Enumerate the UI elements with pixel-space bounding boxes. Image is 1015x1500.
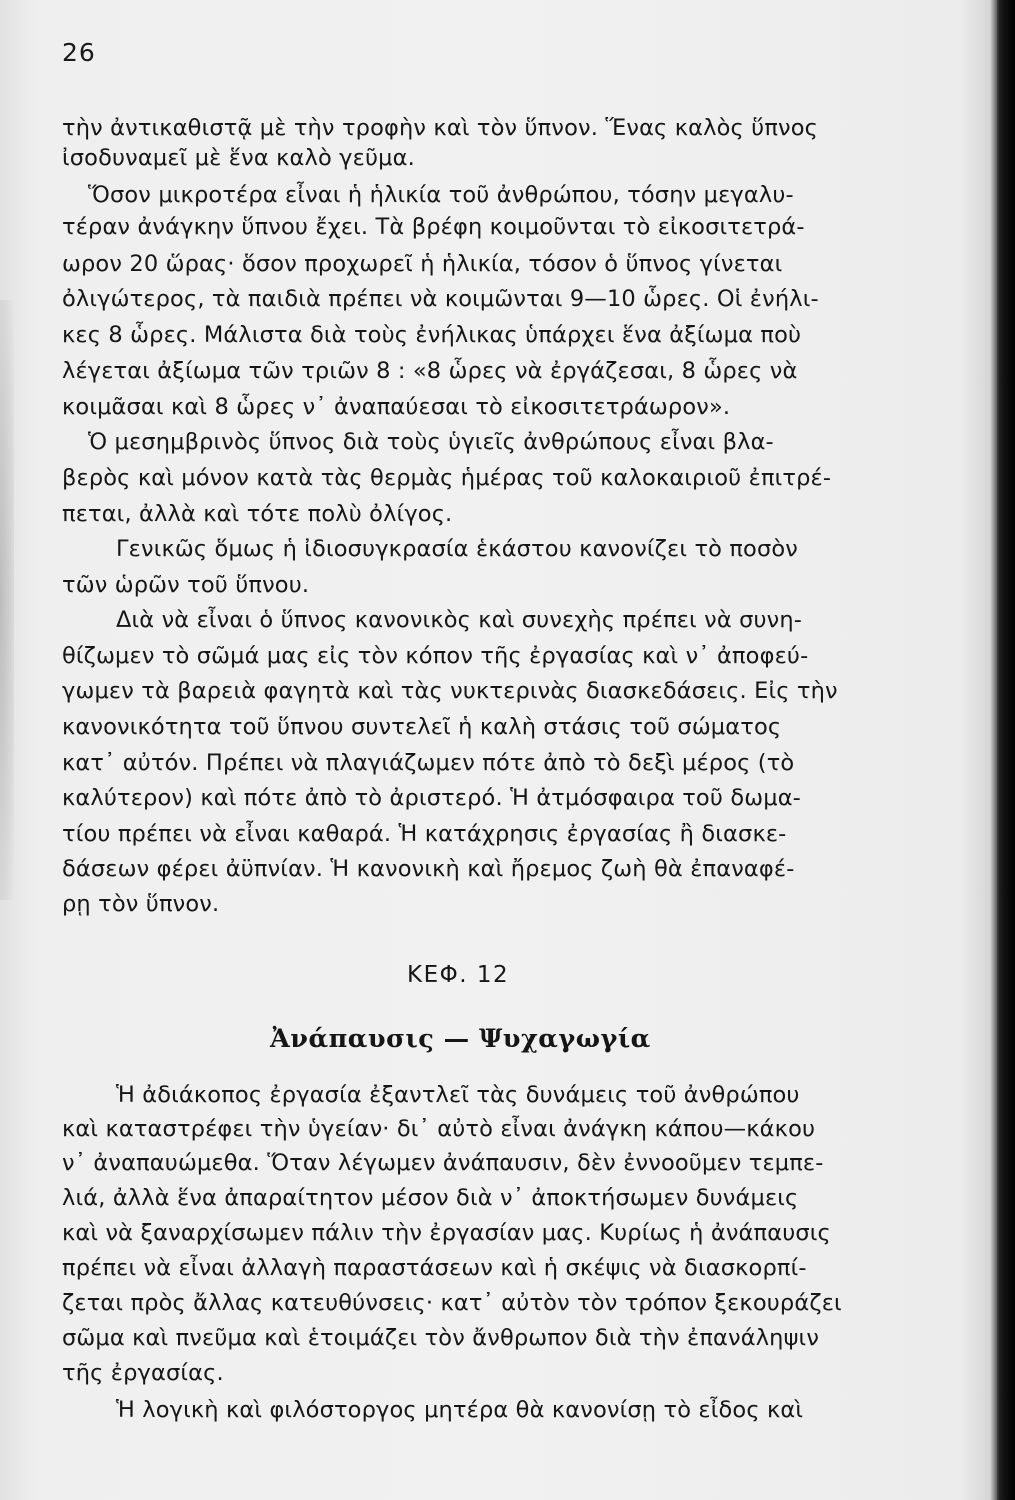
chapter-title: Ἀνάπαυσις — Ψυχαγωγία	[270, 1024, 651, 1054]
text-line: λέγεται ἀξίωμα τῶν τριῶν 8 : «8 ὧρες νὰ ἐργάζεσαι, 8 ὧρες νὰ	[62, 358, 798, 384]
text-line: ἰσοδυναμεῖ μὲ ἕνα καλὸ γεῦμα.	[62, 145, 415, 171]
book-spine-shadow	[997, 0, 1015, 1500]
text-line: δάσεων φέρει ἀϋπνίαν. Ἡ κανονικὴ καὶ ἤρεμος ζωὴ θὰ ἐπαναφέ-	[62, 856, 795, 882]
text-line: Ἡ ἀδιάκοπος ἐργασία ἐξαντλεῖ τὰς δυνάμεις τοῦ ἀνθρώπου	[116, 1082, 800, 1108]
text-line: τῶν ὡρῶν τοῦ ὕπνου.	[62, 572, 310, 598]
text-line: θίζωμεν τὸ σῶμά μας εἰς τὸν κόπον τῆς ἐργασίας καὶ ν᾽ ἀποφεύ-	[62, 643, 809, 669]
page-left-shadow	[0, 300, 14, 900]
text-line: κανονικότητα τοῦ ὕπνου συντελεῖ ἡ καλὴ στάσις τοῦ σώματος	[62, 714, 782, 740]
text-line: ρῃ τὸν ὕπνον.	[62, 891, 220, 917]
text-line: καλύτερον) καὶ πότε ἀπὸ τὸ ἀριστερό. Ἡ ἀτμόσφαιρα τοῦ δωμα-	[62, 785, 801, 811]
text-line: σῶμα καὶ πνεῦμα καὶ ἑτοιμάζει τὸν ἄνθρωπον διὰ τὴν ἐπανάληψιν	[62, 1325, 820, 1351]
text-line: Ὁ μεσημβρινὸς ὕπνος διὰ τοὺς ὑγιεῖς ἀνθρώπους εἶναι βλα-	[88, 429, 774, 455]
text-line: Διὰ νὰ εἶναι ὁ ὕπνος κανονικὸς καὶ συνεχὴς πρέπει νὰ συνη-	[116, 607, 803, 633]
text-line: κατ᾽ αὐτόν. Πρέπει νὰ πλαγιάζωμεν πότε ἀπὸ τὸ δεξὶ μέρος (τὸ	[62, 750, 795, 776]
text-line: ζεται πρὸς ἄλλας κατευθύνσεις· κατ᾽ αὐτὸν τὸν τρόπον ξεκουράζει	[62, 1290, 842, 1316]
text-line: βερὸς καὶ μόνον κατὰ τὰς θερμὰς ἡμέρας τοῦ καλοκαιριοῦ ἐπιτρέ-	[62, 465, 832, 491]
text-line: καὶ καταστρέφει τὴν ὑγείαν· δι᾽ αὐτὸ εἶναι ἀνάγκη κάπου—κάκου	[62, 1116, 816, 1142]
text-line: τέραν ἀνάγκην ὕπνου ἔχει. Τὰ βρέφη κοιμοῦνται τὸ εἰκοσιτετρά-	[62, 214, 805, 240]
text-line: τίου πρέπει νὰ εἶναι καθαρά. Ἡ κατάχρησις ἐργασίας ἢ διασκε-	[62, 821, 787, 847]
text-line: ὀλιγώτερος, τὰ παιδιὰ πρέπει νὰ κοιμῶνται 9—10 ὧρες. Οἱ ἐνήλι-	[62, 286, 819, 312]
text-line: ν᾽ ἀναπαυώμεθα. Ὅταν λέγωμεν ἀνάπαυσιν, δὲν ἐννοοῦμεν τεμπε-	[62, 1150, 824, 1176]
text-line: Ἡ λογικὴ καὶ φιλόστοργος μητέρα θὰ κανονίσῃ τὸ εἶδος καὶ	[116, 1397, 804, 1423]
text-line: πρέπει νὰ εἶναι ἀλλαγὴ παραστάσεων καὶ ἡ σκέψις νὰ διασκορπί-	[62, 1255, 807, 1281]
text-line: πεται, ἀλλὰ καὶ τότε πολὺ ὀλίγος.	[62, 501, 453, 527]
text-line: τῆς ἐργασίας.	[62, 1360, 224, 1386]
text-line: κοιμᾶσαι καὶ 8 ὧρες ν᾽ ἀναπαύεσαι τὸ εἰκοσιτετράωρον».	[62, 394, 731, 420]
text-line: γωμεν τὰ βαρειὰ φαγητὰ καὶ τὰς νυκτερινὰς διασκεδάσεις. Εἰς τὴν	[62, 678, 838, 704]
text-line: τὴν ἀντικαθιστᾷ μὲ τὴν τροφὴν καὶ τὸν ὕπνον. Ἕνας καλὸς ὕπνος	[62, 115, 819, 141]
text-line: Ὅσον μικροτέρα εἶναι ἡ ἡλικία τοῦ ἀνθρώπου, τόσην μεγαλυ-	[88, 182, 794, 208]
text-line: κες 8 ὧρες. Μάλιστα διὰ τοὺς ἐνήλικας ὑπάρχει ἕνα ἀξίωμα ποὺ	[62, 322, 802, 348]
page-number: 26	[62, 38, 96, 67]
chapter-label: ΚΕΦ. 12	[407, 962, 510, 988]
text-line: ωρον 20 ὥρας· ὅσον προχωρεῖ ἡ ἡλικία, τόσον ὁ ὕπνος γίνεται	[62, 251, 783, 277]
text-line: Γενικῶς ὅμως ἡ ἰδιοσυγκρασία ἑκάστου κανονίζει τὸ ποσὸν	[116, 536, 799, 562]
text-line: λιά, ἀλλὰ ἕνα ἀπαραίτητον μέσον διὰ ν᾽ ἀποκτήσωμεν δυνάμεις	[62, 1185, 799, 1211]
text-line: καὶ νὰ ξαναρχίσωμεν πάλιν τὴν ἐργασίαν μας. Κυρίως ἡ ἀνάπαυσις	[62, 1220, 831, 1246]
